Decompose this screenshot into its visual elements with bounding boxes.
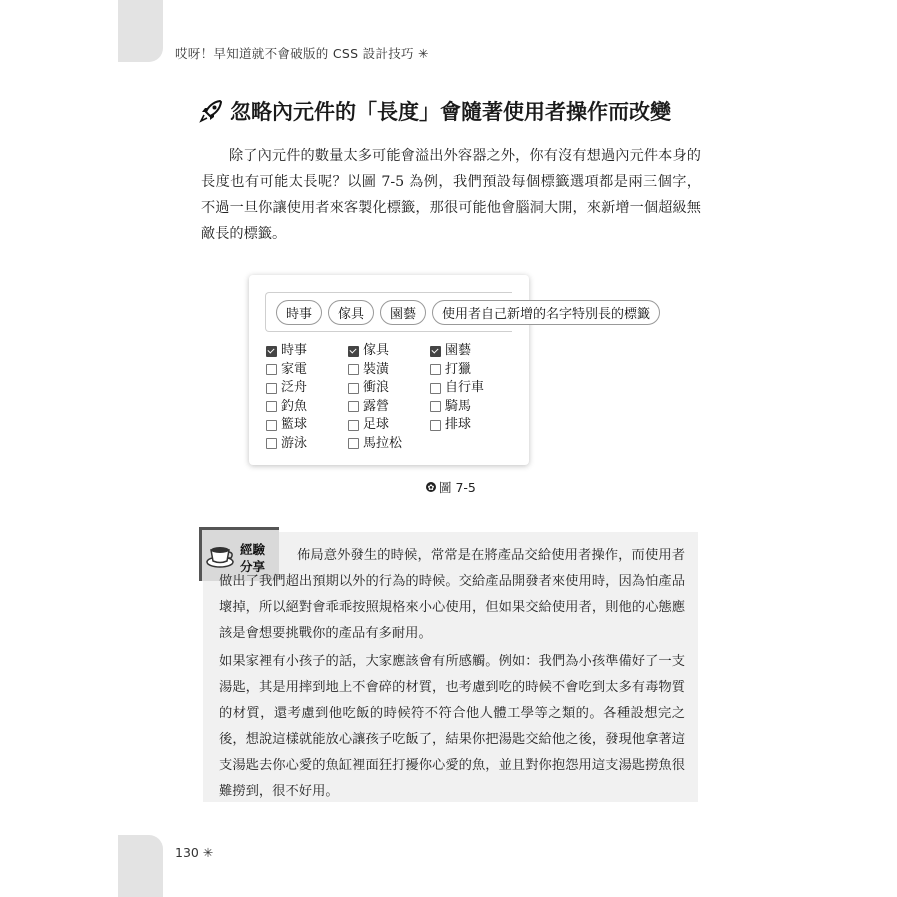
- figure-caption-text: 圖 7-5: [439, 480, 476, 495]
- checkbox-option[interactable]: [266, 398, 348, 417]
- checkbox[interactable]: [430, 420, 441, 431]
- checkbox-label: 打獵: [445, 361, 472, 377]
- checkbox-option[interactable]: [266, 435, 348, 454]
- checkbox-option[interactable]: [348, 416, 430, 435]
- checkbox-label: 園藝: [445, 343, 472, 358]
- checkbox-label: 籃球: [281, 417, 308, 432]
- checkbox-option[interactable]: [348, 435, 430, 454]
- tag-list: [276, 300, 660, 325]
- checkbox-label: 裝潢: [363, 361, 390, 377]
- checkbox-option[interactable]: [266, 361, 348, 380]
- section-title: [198, 96, 671, 126]
- tag-chip[interactable]: 使用者自己新增的名字特別長的標籤: [432, 300, 660, 325]
- running-head: 哎呀！早知道就不會破版的 CSS 設計技巧 ✳: [175, 46, 429, 61]
- checkbox-label: 騎馬: [445, 398, 472, 414]
- note-paragraph-2: 如果家裡有小孩子的話，大家應該會有所感觸。例如：我們為小孩準備好了一支湯匙，其是用摔到地上不會碎的材質，也考慮到吃的時候不會吃到太多有毒物質的材質，還考慮到他吃飯的時候符不符合他人體工學等之類的。各種設想完之後，想說這樣就能放心讓孩子吃飯了，結果你把湯匙交給他之後，發現他拿著這支湯匙去你心愛的魚缸裡面狂打擾你心愛的魚，並且對你抱怨用這支湯匙撈魚很難撈到，很不好用。: [219, 654, 685, 799]
- checkbox-grid: [266, 342, 530, 453]
- checkbox[interactable]: [430, 364, 441, 375]
- checkbox-option[interactable]: [266, 416, 348, 435]
- checkbox-option[interactable]: [266, 342, 348, 361]
- checkbox[interactable]: [266, 401, 277, 412]
- checkbox-option[interactable]: [348, 342, 430, 361]
- body-paragraph: 除了內元件的數量太多可能會溢出外容器之外，你有沒有想過內元件本身的長度也有可能太長呢？以圖 7-5 為例，我們預設每個標籤選項都是兩三個字，不過一旦你讓使用者來客製化標籤，那很可能他會腦洞大開，來新增一個超級無敵長的標籤。: [201, 148, 701, 242]
- checkbox-option[interactable]: [348, 398, 430, 417]
- checkbox-option[interactable]: [430, 398, 530, 417]
- checkbox-option[interactable]: [348, 379, 430, 398]
- page-number: 130 ✳: [175, 845, 214, 860]
- checkbox-label: 游泳: [281, 435, 308, 451]
- checkbox-label: 足球: [363, 417, 390, 432]
- tag-chip[interactable]: 傢具: [328, 300, 374, 325]
- checkbox-label: 排球: [445, 417, 472, 432]
- checkbox[interactable]: [348, 401, 359, 412]
- checkbox[interactable]: [348, 438, 359, 449]
- section-title-text: 忽略內元件的「長度」會隨著使用者操作而改變: [230, 100, 671, 124]
- checkbox-option[interactable]: [430, 342, 530, 361]
- checkbox[interactable]: [430, 383, 441, 394]
- checkbox-label: 傢具: [363, 343, 390, 358]
- checkbox-option[interactable]: [266, 379, 348, 398]
- checkbox-label: 釣魚: [281, 398, 308, 414]
- checkbox[interactable]: [266, 346, 277, 357]
- checkbox[interactable]: [348, 364, 359, 375]
- checkbox-option[interactable]: [348, 361, 430, 380]
- checkbox[interactable]: [430, 401, 441, 412]
- page-edge-tab-bottom: [118, 835, 163, 897]
- checkbox[interactable]: [348, 346, 359, 357]
- tag-chip[interactable]: 時事: [276, 300, 322, 325]
- checkbox[interactable]: [266, 420, 277, 431]
- tag-chip[interactable]: 園藝: [380, 300, 426, 325]
- checkbox[interactable]: [430, 346, 441, 357]
- checkbox-label: 露營: [363, 398, 390, 414]
- checkbox-label: 泛舟: [281, 380, 308, 395]
- note-badge-line2: 分享: [240, 559, 266, 574]
- note-paragraph-1: 佈局意外發生的時候，常常是在將產品交給使用者操作，而使用者做出了我們超出預期以外的行為的時候。交給產品開發者來使用時，因為怕產品壞掉，所以絕對會乖乖按照規格來小心使用，但如果交給使用者，則他的心態應該是會想要挑戰你的產品有多耐用。: [219, 548, 685, 641]
- checkbox-label: 馬拉松: [363, 435, 403, 451]
- checkbox-option[interactable]: [430, 361, 530, 380]
- checkbox[interactable]: [266, 383, 277, 394]
- checkbox-label: 衝浪: [363, 380, 390, 395]
- rocket-icon: [198, 98, 224, 124]
- note-badge-line1: 經驗: [240, 542, 266, 557]
- figure-caption: [426, 478, 476, 496]
- checkbox-label: 時事: [281, 343, 308, 358]
- checkbox[interactable]: [348, 420, 359, 431]
- checkbox-option[interactable]: [430, 435, 530, 454]
- checkbox-label: 自行車: [445, 380, 485, 395]
- checkbox-option[interactable]: [430, 416, 530, 435]
- checkbox-label: 家電: [281, 361, 308, 377]
- checkbox[interactable]: [266, 438, 277, 449]
- checkbox-option[interactable]: [430, 379, 530, 398]
- checkbox[interactable]: [348, 383, 359, 394]
- checkbox[interactable]: [266, 364, 277, 375]
- caption-bullet-icon: ✿: [427, 482, 435, 492]
- page-edge-tab-top: [118, 0, 163, 62]
